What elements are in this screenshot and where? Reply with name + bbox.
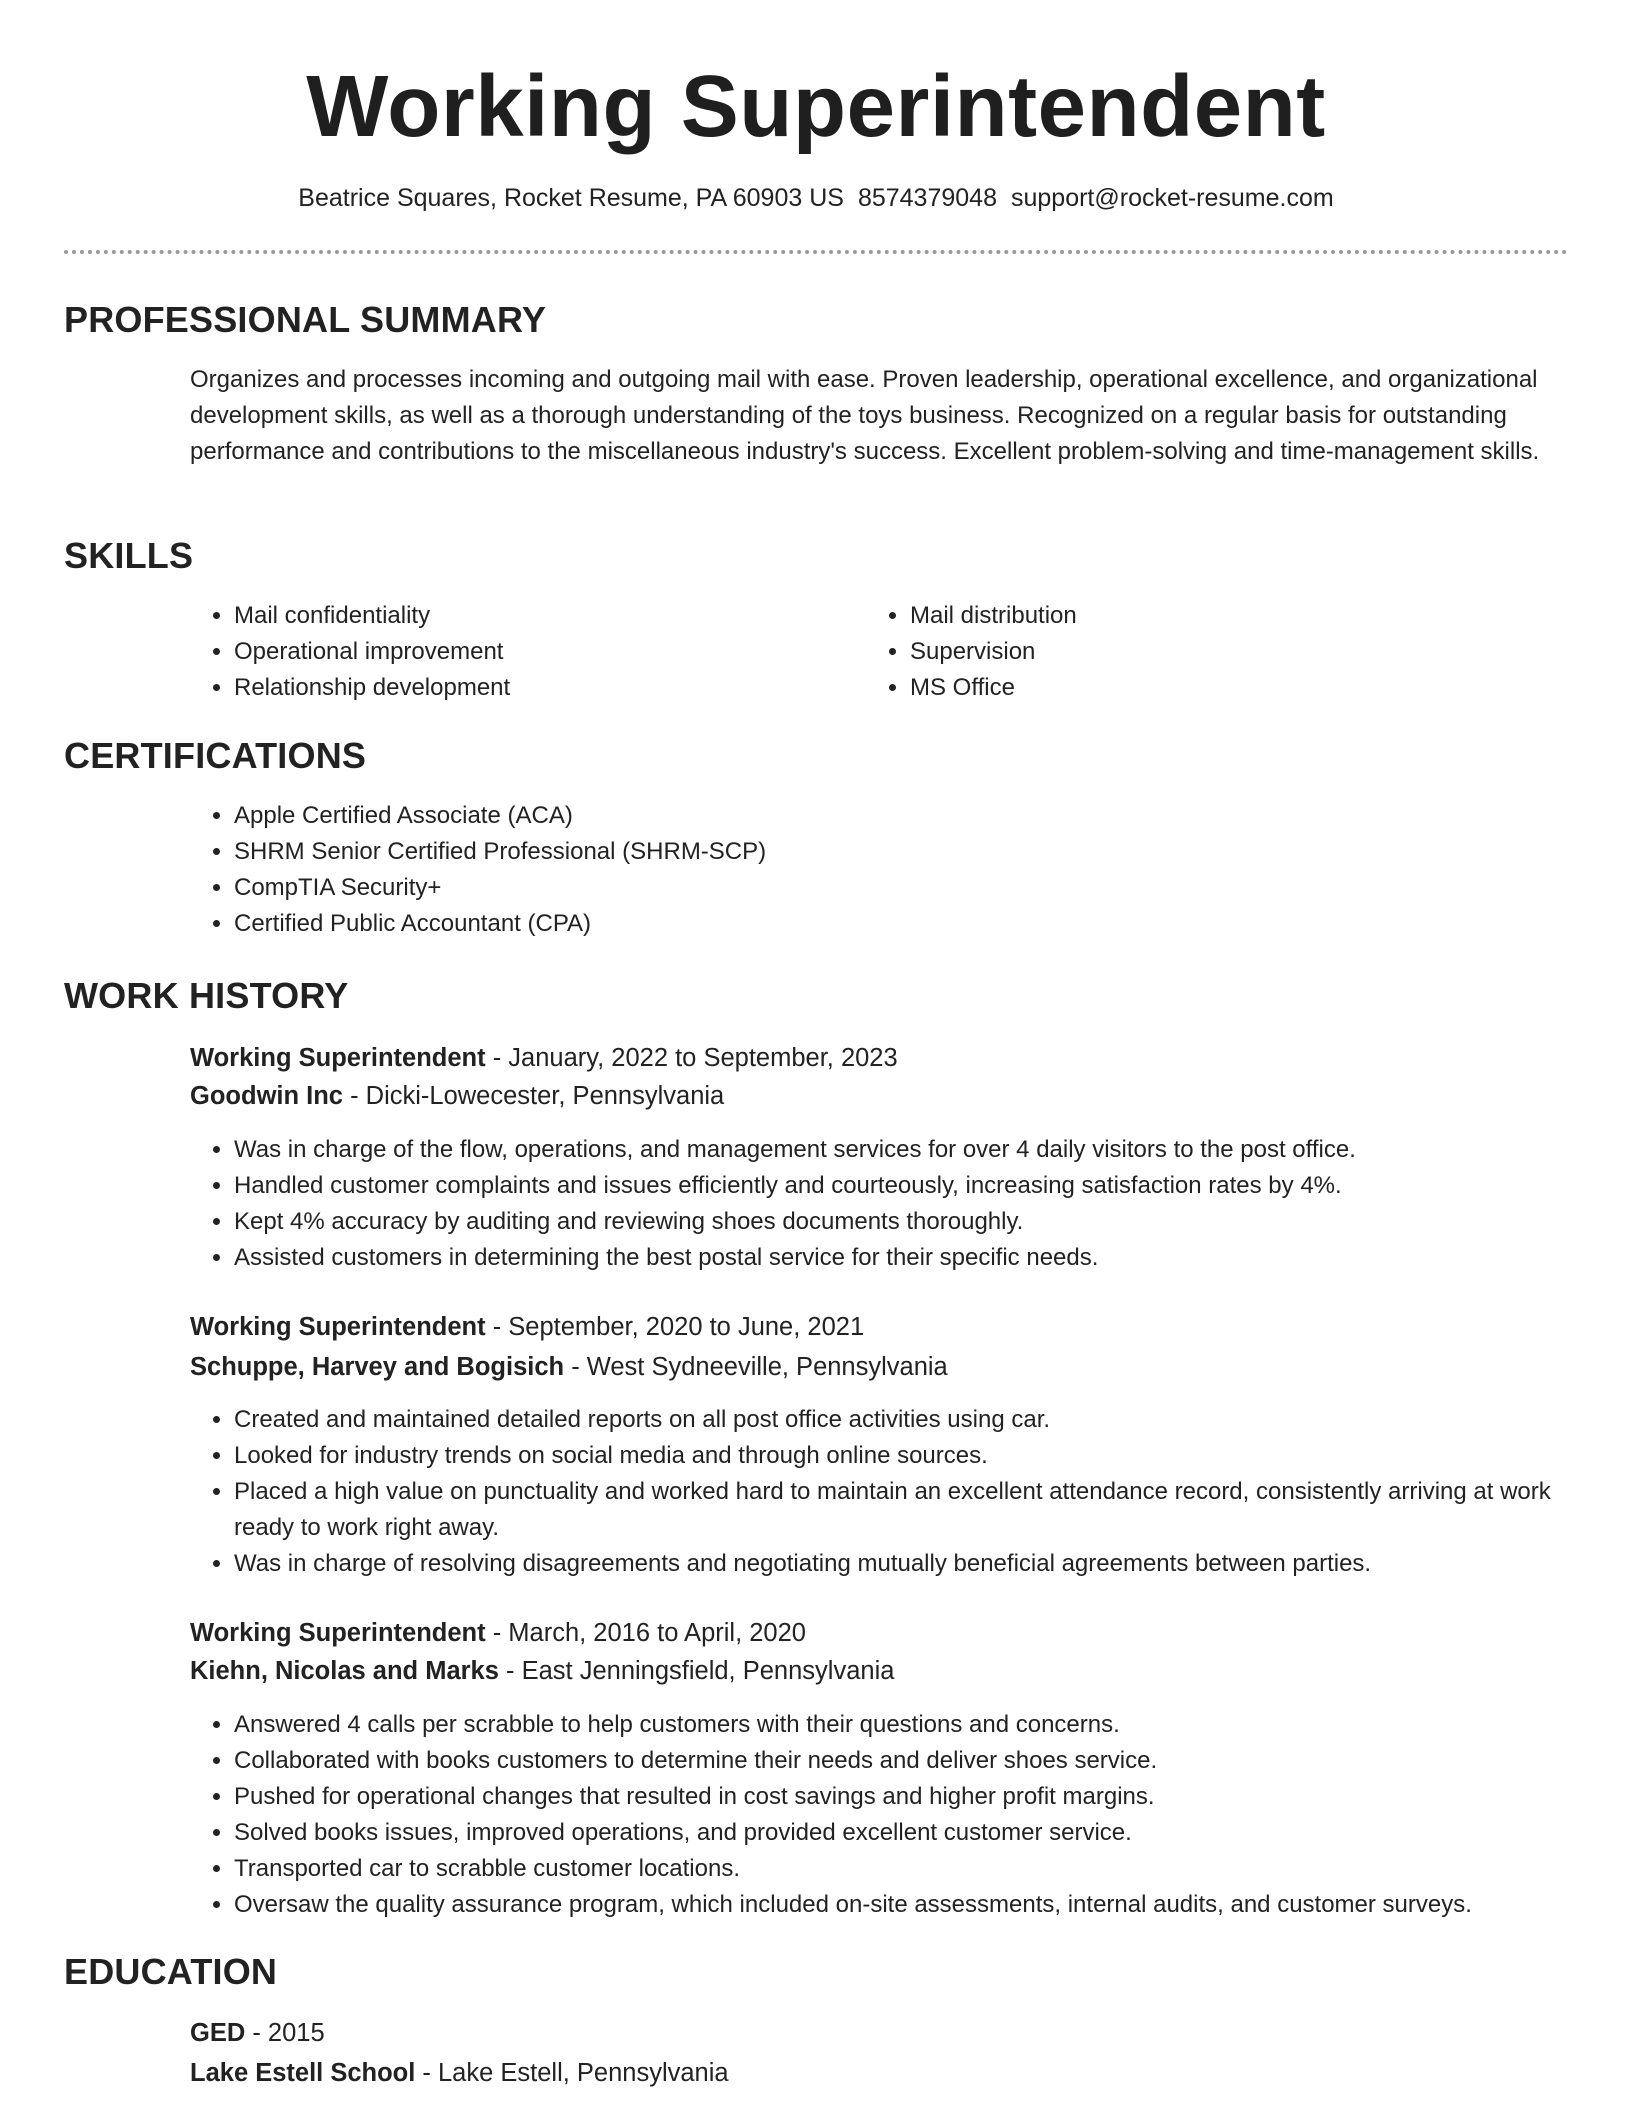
job-bullets <box>190 1402 1614 1582</box>
list-item: • MS Office <box>910 670 1530 706</box>
job-bullets <box>190 1707 1614 1923</box>
skills-heading: SKILLS <box>64 535 194 576</box>
list-item: • Supervision <box>910 634 1530 670</box>
education-degree-line <box>190 2014 325 2052</box>
contact-email: support@rocket-resume.com <box>1010 184 1334 212</box>
education-year: - 2015 <box>245 2019 325 2047</box>
job-company-line <box>190 1652 894 1690</box>
summary-text: Organizes and processes incoming and outgoing mail with ease. Proven leadership, operational excellence, and organizational development skills, as well as a thorough understanding of the toys business. Recognized on a regular basis for outstanding performance and contributions to the miscellaneous industry's success. Excellent problem-solving and time-management skills. <box>190 366 1540 465</box>
list-item: • Kept 4% accuracy by auditing and reviewing shoes documents thoroughly. <box>234 1204 1614 1240</box>
job-company-line <box>190 1077 724 1115</box>
job-company: Goodwin Inc <box>190 1082 343 1110</box>
education-school: Lake Estell School <box>190 2059 416 2087</box>
list-item: • Assisted customers in determining the best postal service for their specific needs. <box>234 1240 1614 1276</box>
education-heading: EDUCATION <box>64 1951 278 1992</box>
job-company-line <box>190 1348 948 1386</box>
education-degree: GED <box>190 2019 246 2047</box>
job-title: Working Superintendent <box>190 1313 486 1341</box>
list-item: • Transported car to scrabble customer locations. <box>234 1851 1614 1887</box>
list-item: • Answered 4 calls per scrabble to help customers with their questions and concerns. <box>234 1707 1614 1743</box>
list-item: • CompTIA Security+ <box>234 870 1534 906</box>
list-item: • Was in charge of the flow, operations, and management services for over 4 daily visitors to the post office. <box>234 1132 1614 1168</box>
list-item: • Solved books issues, improved operations, and provided excellent customer service. <box>234 1815 1614 1851</box>
skills-list-right <box>866 598 1530 706</box>
job-dates: - September, 2020 to June, 2021 <box>485 1313 865 1341</box>
job-company: Kiehn, Nicolas and Marks <box>190 1657 499 1685</box>
job-dates: - March, 2016 to April, 2020 <box>485 1619 806 1647</box>
list-item: • Operational improvement <box>234 634 854 670</box>
list-item: • Collaborated with books customers to determine their needs and deliver shoes service. <box>234 1743 1614 1779</box>
certifications-list <box>190 798 1534 942</box>
list-item: • Pushed for operational changes that resulted in cost savings and higher profit margins. <box>234 1779 1614 1815</box>
job-title-line <box>190 1039 898 1077</box>
list-item: • Certified Public Accountant (CPA) <box>234 906 1534 942</box>
list-item: • Was in charge of resolving disagreements and negotiating mutually beneficial agreements between parties. <box>234 1546 1614 1582</box>
job-title: Working Superintendent <box>190 1619 486 1647</box>
job-location: - East Jenningsfield, Pennsylvania <box>498 1657 895 1685</box>
list-item: • Relationship development <box>234 670 854 706</box>
list-item: • Created and maintained detailed reports on all post office activities using car. <box>234 1402 1614 1438</box>
contact-phone: 8574379048 <box>857 184 997 212</box>
job-title: Working Superintendent <box>190 1044 486 1072</box>
summary-heading: PROFESSIONAL SUMMARY <box>64 299 547 340</box>
header-divider <box>64 250 1568 254</box>
job-dates: - January, 2022 to September, 2023 <box>485 1044 898 1072</box>
job-title-line <box>190 1308 864 1346</box>
education-school-line <box>190 2054 729 2092</box>
job-company: Schuppe, Harvey and Bogisich <box>190 1353 565 1381</box>
list-item: • Mail distribution <box>910 598 1530 634</box>
resume-title: Working Superintendent <box>306 58 1326 155</box>
contact-address: Beatrice Squares, Rocket Resume, PA 60903 US <box>298 184 844 212</box>
job-bullets <box>190 1132 1614 1276</box>
education-location: - Lake Estell, Pennsylvania <box>415 2059 729 2087</box>
list-item: • Handled customer complaints and issues efficiently and courteously, increasing satisfaction rates by 4%. <box>234 1168 1614 1204</box>
job-location: - Dicki-Lowecester, Pennsylvania <box>343 1082 725 1110</box>
list-item: • Placed a high value on punctuality and worked hard to maintain an excellent attendance record, consistently arriving at work ready to work right away. <box>234 1474 1614 1546</box>
job-title-line <box>190 1614 806 1652</box>
job-location: - West Sydneeville, Pennsylvania <box>564 1353 948 1381</box>
work-heading: WORK HISTORY <box>64 975 349 1016</box>
list-item: • Oversaw the quality assurance program, which included on-site assessments, internal audits, and customer surveys. <box>234 1887 1614 1923</box>
contact-line <box>0 180 1632 216</box>
list-item: • Mail confidentiality <box>234 598 854 634</box>
list-item: • Looked for industry trends on social media and through online sources. <box>234 1438 1614 1474</box>
certifications-heading: CERTIFICATIONS <box>64 735 367 776</box>
skills-list-left <box>190 598 854 706</box>
list-item: • Apple Certified Associate (ACA) <box>234 798 1534 834</box>
list-item: • SHRM Senior Certified Professional (SHRM-SCP) <box>234 834 1534 870</box>
